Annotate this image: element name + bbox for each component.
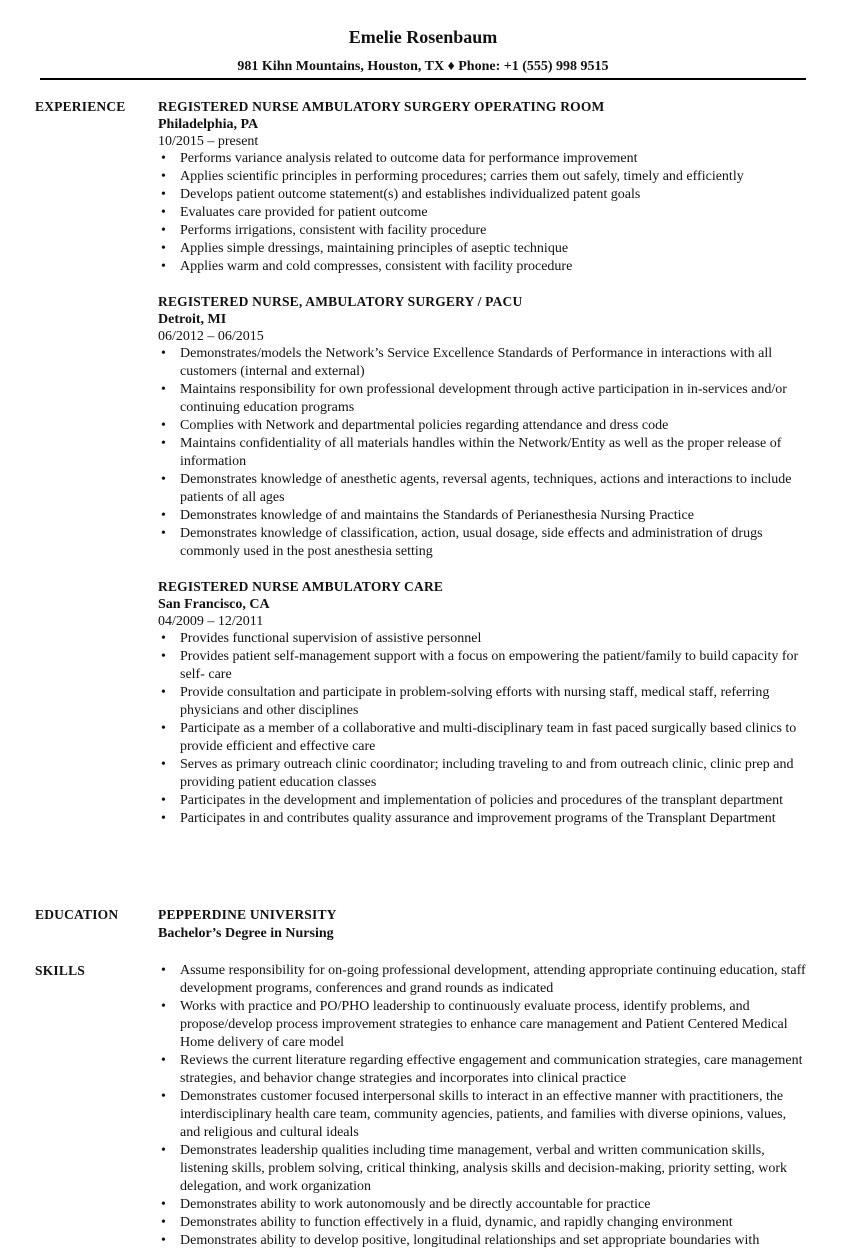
list-item: • Works with practice and PO/PHO leadership to continuously evaluate process, identify problems, and propose/develop process improvement strategies to enhance care management and Patient Centered Medical Home delivery of care model [158,998,808,1052]
job-duties-list [158,630,808,828]
list-item: • Participate as a member of a collaborative and multi-disciplinary team in fast paced surgically based clinics to provide efficient and effective care [158,720,808,756]
list-item: • Complies with Network and departmental policies regarding attendance and dress code [158,417,808,435]
list-item: • Demonstrates knowledge of and maintains the Standards of Perianesthesia Nursing Practice [158,507,808,525]
job-title: REGISTERED NURSE, AMBULATORY SURGERY / PACU [158,294,523,309]
skills-body [158,962,808,1250]
list-item: • Evaluates care provided for patient outcome [158,204,808,222]
list-item: • Demonstrates knowledge of classification, action, usual dosage, side effects and administration of drugs commonly used in the post anesthesia setting [158,525,808,561]
job-location: Detroit, MI [158,312,227,327]
list-item: • Demonstrates ability to work autonomously and be directly accountable for practice [158,1196,808,1214]
school-name: PEPPERDINE UNIVERSITY [158,907,337,922]
skills-list [158,962,808,1250]
job-entry [158,293,808,561]
contact-line: 981 Kihn Mountains, Houston, TX ♦ Phone: +1 (555) 998 9515 [237,59,609,74]
list-item: • Applies warm and cold compresses, consistent with facility procedure [158,258,808,276]
list-item: • Demonstrates leadership qualities including time management, verbal and written communication skills, listening skills, problem solving, critical thinking, analysis skills and decision-making, priority setting, work delegation, and work organization [158,1142,808,1196]
list-item: • Assume responsibility for on-going professional development, attending appropriate continuing education, staff development programs, conferences and grand rounds as indicated [158,962,808,998]
candidate-name: Emelie Rosenbaum [348,27,498,47]
list-item: • Demonstrates ability to function effectively in a fluid, dynamic, and rapidly changing environment [158,1214,808,1232]
job-dates: 04/2009 – 12/2011 [158,614,264,629]
list-item: • Reviews the current literature regarding effective engagement and communication strategies, care management strategies, and behavior change strategies and incorporates into clinical practice [158,1052,808,1088]
section-label-experience: EXPERIENCE [35,99,126,114]
job-dates: 10/2015 – present [158,134,259,149]
header-divider [40,78,806,80]
education-body [158,906,808,944]
section-label-education: EDUCATION [35,907,119,922]
list-item: • Provides patient self-management support with a focus on empowering the patient/family to build capacity for self- care [158,648,808,684]
experience-body [158,98,808,828]
job-location: Philadelphia, PA [158,117,259,132]
job-duties-list [158,345,808,561]
list-item: • Performs irrigations, consistent with facility procedure [158,222,808,240]
degree-name: Bachelor’s Degree in Nursing [158,926,334,941]
list-item: • Develops patient outcome statement(s) and establishes individualized patent goals [158,186,808,204]
list-item: • Demonstrates ability to develop positive, longitudinal relationships and set appropriate boundaries with [158,1232,808,1250]
job-entry [158,578,808,828]
job-entry [158,98,808,276]
list-item: • Participates in the development and implementation of policies and procedures of the transplant department [158,792,808,810]
list-item: • Maintains responsibility for own professional development through active participation in in-services and/or continuing education programs [158,381,808,417]
list-item: • Applies scientific principles in performing procedures; carries them out safely, timely and efficiently [158,168,808,186]
job-title: REGISTERED NURSE AMBULATORY SURGERY OPERATING ROOM [158,99,605,114]
list-item: • Maintains confidentiality of all materials handles within the Network/Entity as well as the proper release of information [158,435,808,471]
job-duties-list [158,150,808,276]
list-item: • Serves as primary outreach clinic coordinator; including traveling to and from outreach clinic, clinic prep and providing patient education classes [158,756,808,792]
list-item: • Demonstrates knowledge of anesthetic agents, reversal agents, techniques, actions and interactions to include patients of all ages [158,471,808,507]
list-item: • Performs variance analysis related to outcome data for performance improvement [158,150,808,168]
job-dates: 06/2012 – 06/2015 [158,329,264,344]
list-item: • Provides functional supervision of assistive personnel [158,630,808,648]
list-item: • Demonstrates/models the Network’s Service Excellence Standards of Performance in interactions with all customers (internal and external) [158,345,808,381]
job-location: San Francisco, CA [158,597,270,612]
section-label-skills: SKILLS [35,963,85,978]
list-item: • Applies simple dressings, maintaining principles of aseptic technique [158,240,808,258]
list-item: • Demonstrates customer focused interpersonal skills to interact in an effective manner with practitioners, the interdisciplinary health care team, community agencies, patients, and families with diverse opinions, values, and religious and cultural ideals [158,1088,808,1142]
list-item: • Provide consultation and participate in problem-solving efforts with nursing staff, medical staff, referring physicians and other disciplines [158,684,808,720]
job-title: REGISTERED NURSE AMBULATORY CARE [158,579,444,594]
list-item: • Participates in and contributes quality assurance and improvement programs of the Transplant Department [158,810,808,828]
